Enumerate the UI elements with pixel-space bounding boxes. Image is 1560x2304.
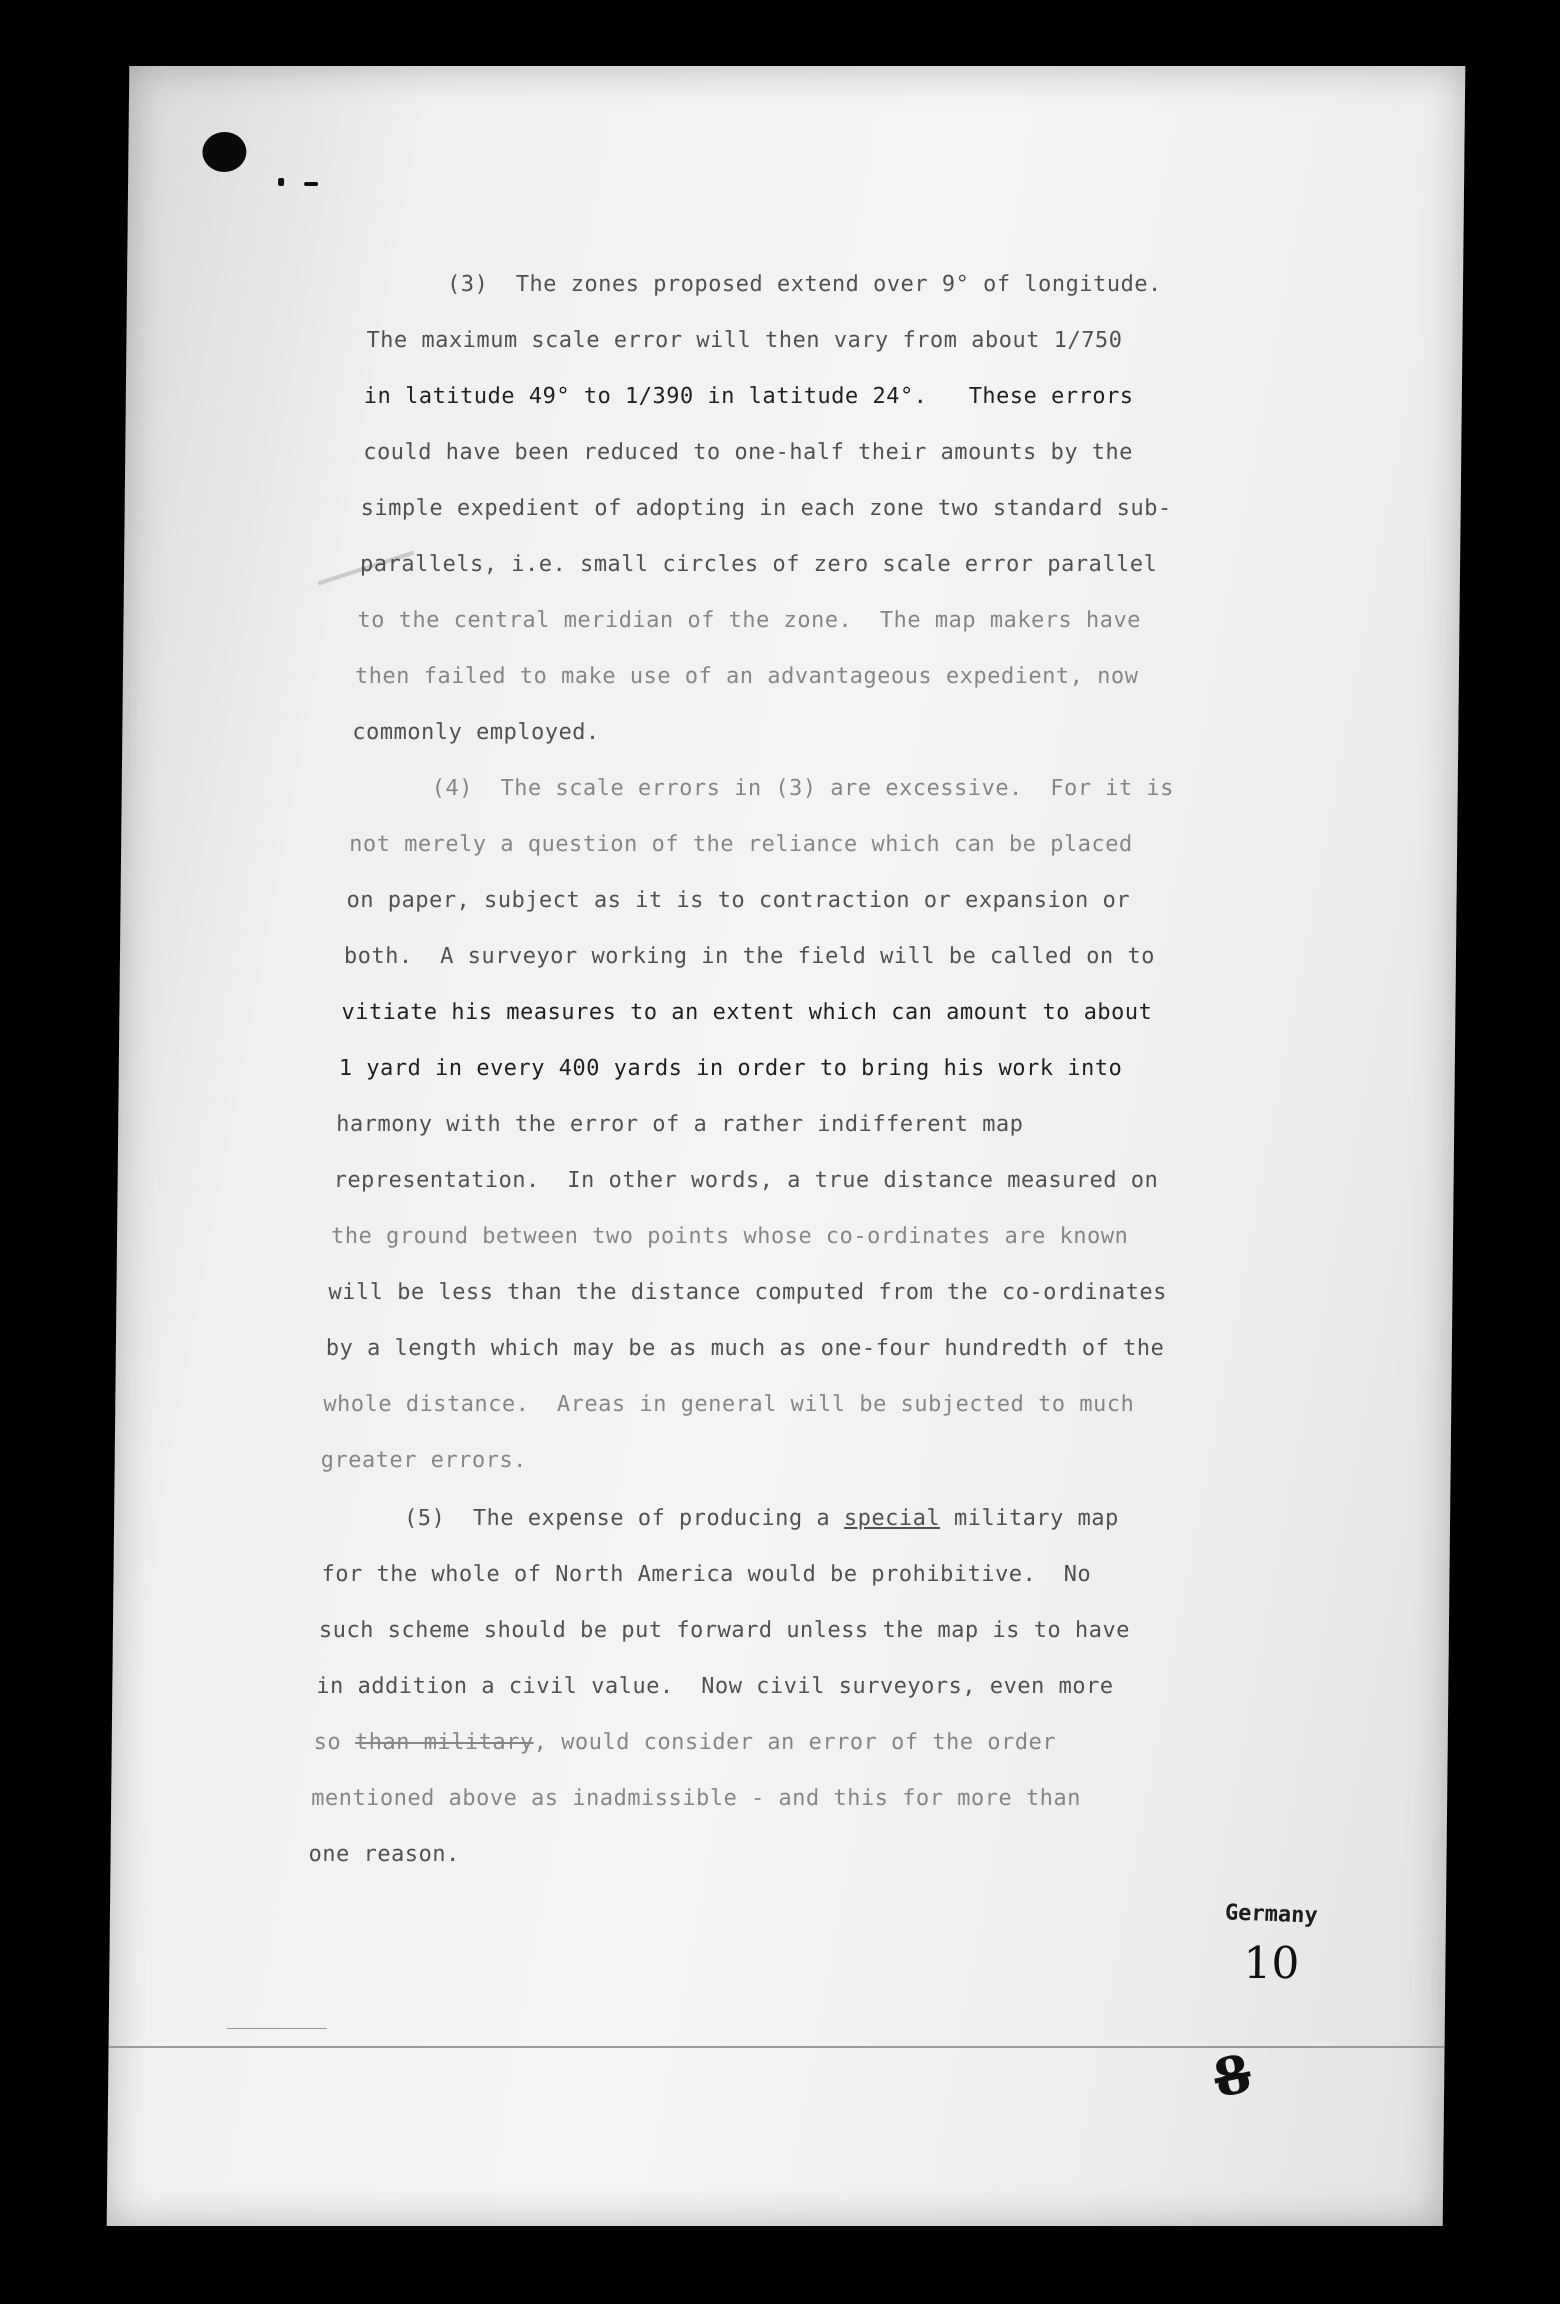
underlined-word: special xyxy=(843,1506,941,1531)
p3-line: could have been reduced to one-half their amounts by the xyxy=(363,440,1134,465)
p5-line: in addition a civil value. Now civil surveyors, even more xyxy=(316,1674,1114,1699)
catchword: Germany xyxy=(1224,1900,1319,1929)
p3-line: commonly employed. xyxy=(352,720,600,745)
p4-line: harmony with the error of a rather indifferent map xyxy=(336,1112,1024,1137)
p5-line1-start: (5) The expense of producing a xyxy=(403,1506,845,1531)
struck-text: than military xyxy=(354,1730,534,1755)
p5-line5-end: , would consider an error of the order xyxy=(533,1730,1057,1755)
p4-line: vitiate his measures to an extent which can amount to about xyxy=(341,1000,1153,1025)
p4-line: greater errors. xyxy=(320,1448,528,1473)
p4-line: the ground between two points whose co-ordinates are known xyxy=(330,1224,1129,1249)
p5-line xyxy=(404,1506,1119,1531)
p4-line: both. A surveyor working in the field will be called on to xyxy=(343,944,1156,969)
p3-line: to the central meridian of the zone. The map makers have xyxy=(357,608,1142,633)
divider-short xyxy=(227,2028,327,2029)
p4-line: (4) The scale errors in (3) are excessive. For it is xyxy=(431,776,1175,801)
p4-line: by a length which may be as much as one-four hundredth of the xyxy=(325,1336,1165,1361)
document-page xyxy=(107,66,1466,2226)
p4-line: 1 yard in every 400 yards in order to bring his work into xyxy=(338,1056,1123,1081)
p5-line1-end: military map xyxy=(940,1506,1119,1531)
p3-line: The maximum scale error will then vary from about 1/750 xyxy=(366,328,1123,353)
p5-line: for the whole of North America would be prohibitive. No xyxy=(321,1562,1092,1587)
p3-line: (3) The zones proposed extend over 9° of longitude. xyxy=(446,272,1162,297)
p5-line: one reason. xyxy=(308,1842,460,1867)
p3-line: parallels, i.e. small circles of zero scale error parallel xyxy=(359,552,1158,577)
p5-line xyxy=(314,1730,1057,1755)
p5-line: such scheme should be put forward unless the map is to have xyxy=(318,1618,1131,1643)
p5-line: mentioned above as inadmissible - and this for more than xyxy=(311,1786,1082,1811)
p5-line5-start: so xyxy=(313,1730,356,1755)
p4-line: whole distance. Areas in general will be subjected to much xyxy=(323,1392,1135,1417)
p3-line: then failed to make use of an advantageous expedient, now xyxy=(354,664,1139,689)
p3-line: simple expedient of adopting in each zone two standard sub- xyxy=(360,496,1172,521)
p4-line: representation. In other words, a true distance measured on xyxy=(333,1168,1159,1193)
p4-line: on paper, subject as it is to contraction or expansion or xyxy=(346,888,1131,913)
p3-line: in latitude 49° to 1/390 in latitude 24°. These errors xyxy=(363,384,1134,409)
page-number-struck: 8 xyxy=(1208,2042,1257,2111)
page-number-handwritten: 10 xyxy=(1243,1938,1300,1989)
p4-line: will be less than the distance computed from the co-ordinates xyxy=(328,1280,1168,1305)
p4-line: not merely a question of the reliance which can be placed xyxy=(349,832,1133,857)
